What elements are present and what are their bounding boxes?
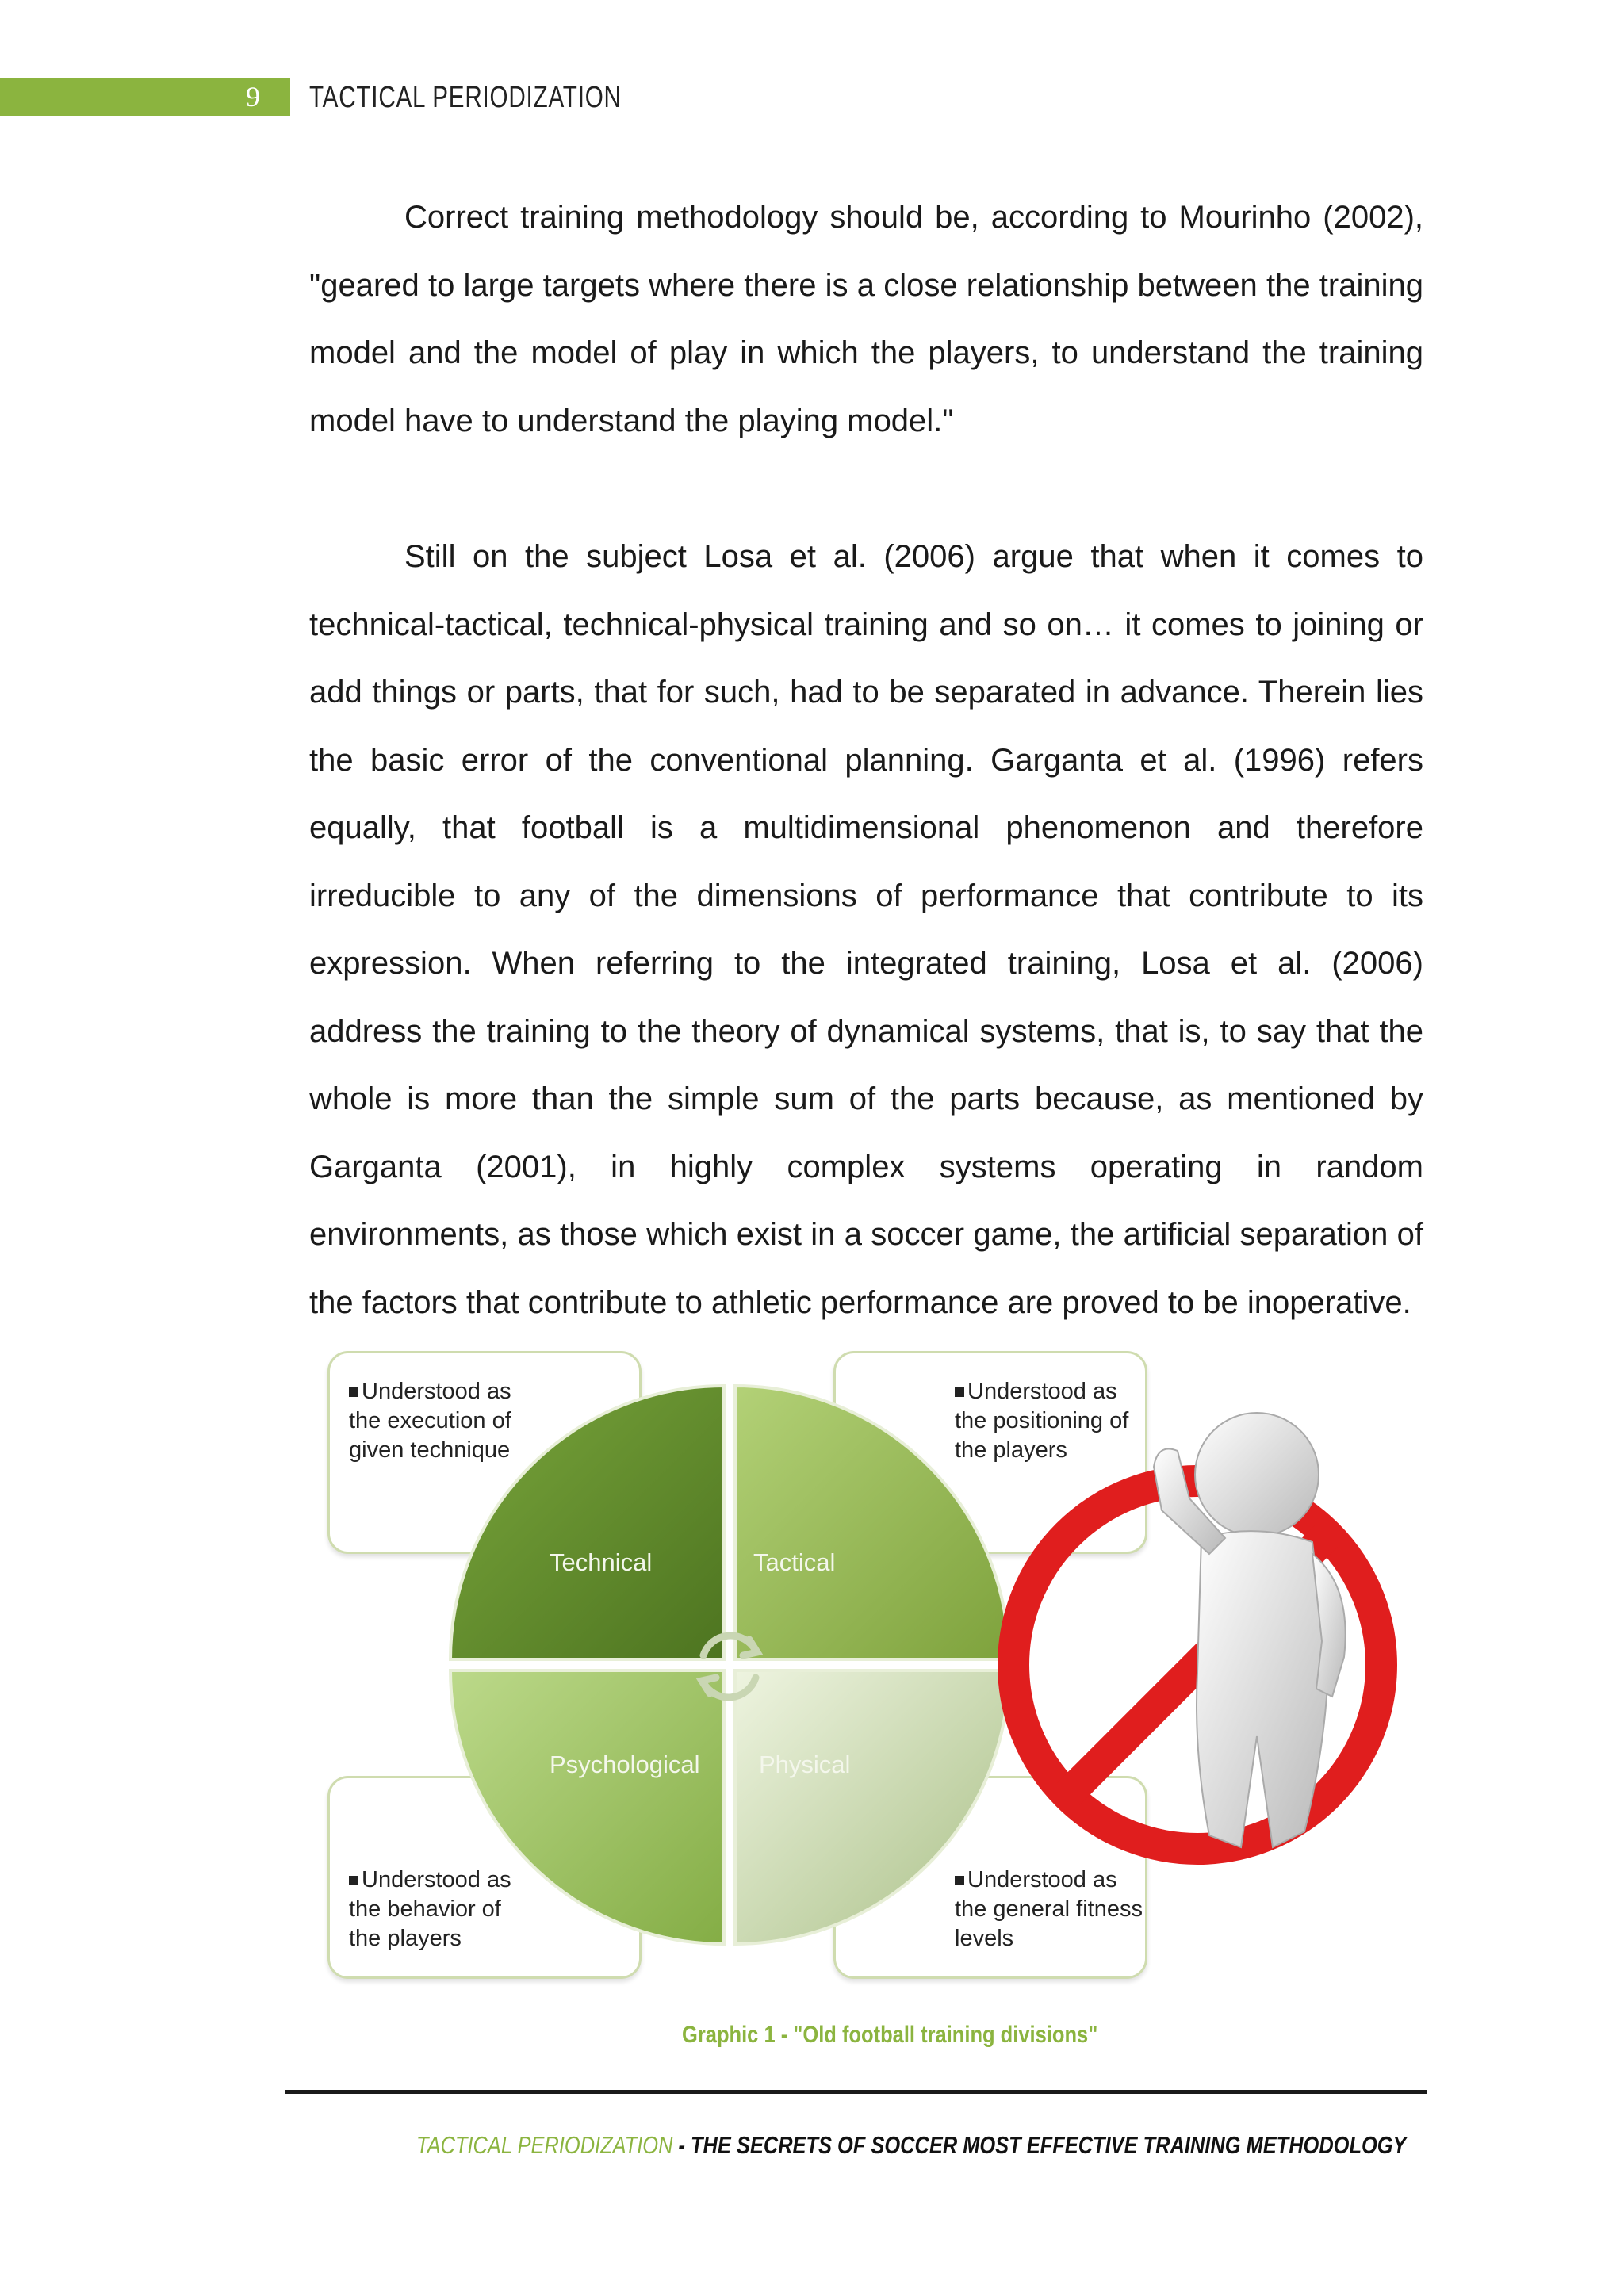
quadrant-tactical <box>735 1386 1009 1659</box>
quadrant-physical <box>735 1670 1009 1944</box>
running-title: TACTICAL PERIODIZATION <box>309 81 622 114</box>
body-text-paragraph-2 <box>309 523 1423 1337</box>
footer-rule <box>285 2090 1427 2094</box>
quadrant-tactical-label: Tactical <box>753 1548 836 1576</box>
paragraph-text: Still on the subject Losa et al. (2006) argue that when it comes to technical-tactical, technical-physical training and so on… it comes to joining or add things or parts, that for such, had to be separated in advance. Therein lies the basic error of the conventional planning. Garganta et al. (1996) refers equally, that football is a multidimensional phenomenon and therefore irreducible to any of the dimensions of performance that contribute to its expression. When referring to the integrated training, Losa et al. (2006) address the training to the theory of dynamical systems, that is, to say that the whole is more than the simple sum of the parts because, as mentioned by Garganta (2001), in highly complex systems operating in random environments, as those which exist in a soccer game, the artificial separation of the factors that contribute to athletic performance are proved to be inoperative. <box>309 539 1423 1320</box>
body-text-paragraph-1 <box>309 184 1423 455</box>
quadrant-psychological-label: Psychological <box>550 1751 700 1778</box>
page-number: 9 <box>246 81 260 113</box>
callout-physical-text: Understood as the general fitness levels <box>955 1867 1143 1951</box>
footer-title-dark: - THE SECRETS OF SOCCER MOST EFFECTIVE TRAINING METHODOLOGY <box>672 2131 1407 2159</box>
quadrant-psychological <box>450 1670 724 1944</box>
paragraph-text: Correct training methodology should be, according to Mourinho (2002), "geared to large targets where there is a close relationship between the training model and the model of play in which the players, to understand the training model have to understand the playing model." <box>309 200 1423 438</box>
figure-caption: Graphic 1 - "Old football training divisions" <box>682 2022 1098 2048</box>
quadrant-circle <box>321 1340 1447 2006</box>
footer-title-green: TACTICAL PERIODIZATION <box>416 2131 673 2159</box>
cycle-arrows-icon <box>702 1636 757 1697</box>
footer-title <box>416 2131 1406 2160</box>
quadrant-technical-label: Technical <box>550 1548 653 1576</box>
callout-tactical-text: Understood as the positioning of the players <box>955 1379 1129 1463</box>
callout-technical-text: Understood as the execution of given technique <box>349 1379 511 1463</box>
training-divisions-figure <box>321 1340 1447 2006</box>
callout-psychological-text: Understood as the behavior of the players <box>349 1867 511 1951</box>
quadrant-physical-label: Physical <box>759 1751 851 1778</box>
quadrant-technical <box>450 1386 724 1659</box>
stop-hand-figure-icon <box>1154 1413 1346 1847</box>
